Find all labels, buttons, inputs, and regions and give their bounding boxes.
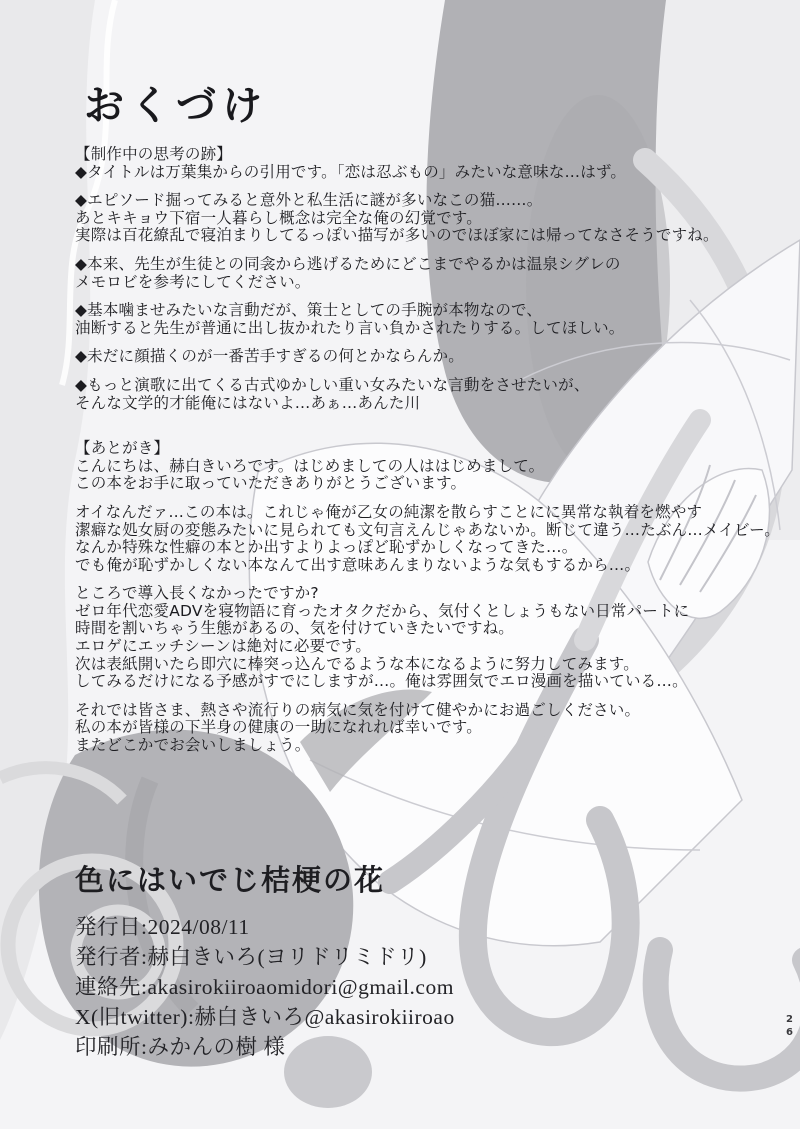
afterword-note	[75, 502, 780, 574]
note-line: こんにちは、赫白きいろです。はじめましての人ははじめまして。	[75, 456, 545, 475]
note-line: でも俺が恥ずかしくない本なんて出す意味あんまりないような気もするから…。	[75, 555, 641, 574]
twitter-handle: X(旧twitter):赫白きいろ@akasirokiiroao	[75, 1005, 455, 1029]
section-heading-afterword	[75, 440, 775, 458]
note-line: なんか特殊な性癖の本とか出すよりよっぽど恥ずかしくなってきた…。	[75, 538, 578, 557]
thoughts-note	[75, 348, 775, 366]
note-line: オイなんだァ…この本は。これじゃ俺が乙女の純潔を散らすことにに異常な執着を燃やす	[75, 502, 703, 521]
note-line: 実際は百花繚乱で寝泊まりしてるっぽい描写が多いのでほぼ家には帰ってなさそうですね。	[75, 226, 719, 245]
note-line: それでは皆さま、熱さや流行りの病気に気を付けて健やかにお過ごしください。	[75, 700, 641, 719]
note-line: メモロビを参考にしてください。	[75, 272, 311, 291]
note-line: ゼロ年代恋愛ADVを寝物語に育ったオタクだから、気付くとしょうもない日常パートに	[75, 601, 690, 620]
colophon	[75, 858, 455, 1062]
note-line: この本をお手に取っていただきありがとうございます。	[75, 474, 467, 493]
publisher: 発行者:赫白きいろ(ヨリドリミドリ)	[75, 945, 427, 969]
note-line: 次は表紙開いたら即穴に棒突っ込んでるような本になるように努力してみます。	[75, 654, 639, 673]
heading-text: 【あとがき】	[75, 439, 170, 458]
book-title: 色にはいでじ桔梗の花	[75, 865, 386, 897]
page-title: おくづけ	[84, 83, 268, 129]
note-line: 潔癖な処女厨の変態みたいに見られても文句言えんじゃあないか。断じて違う…たぶん…メイビー。	[75, 520, 780, 539]
note-line: ◆本来、先生が生徒との同衾から逃げるためにどこまでやるかは温泉シグレの	[75, 254, 621, 273]
thoughts-note	[75, 302, 775, 337]
page-number: 26	[784, 1014, 795, 1040]
note-line: そんな文学的才能俺にはないよ…あぁ…あんた川	[75, 393, 421, 412]
afterword-note	[75, 702, 775, 755]
note-line: ◆エピソード掘ってみると意外と私生活に謎が多いなこの猫……。	[75, 191, 543, 210]
contact-email: 連絡先:akasirokiiroaomidori@gmail.com	[75, 975, 454, 999]
body-text-column	[75, 145, 780, 766]
note-line: 油断すると先生が普通に出し抜かれたり言い負かされたりする。してほしい。	[75, 318, 625, 337]
note-line: ◆未だに顔描くのが一番苦手すぎるの何とかならんか。	[75, 347, 464, 366]
afterword-note	[75, 458, 775, 493]
note-line: してみるだけになる予感がすでにしますが…。俺は雰囲気でエロ漫画を描いている…。	[75, 672, 688, 691]
heading-text: 【制作中の思考の跡】	[75, 145, 233, 163]
publish-date: 発行日:2024/08/11	[75, 915, 250, 939]
printer: 印刷所:みかんの樹 様	[75, 1035, 286, 1059]
thoughts-note	[75, 164, 775, 182]
note-line: またどこかでお会いしましょう。	[75, 736, 311, 755]
note-line: ◆基本噛ませみたいな言動だが、策士としての手腕が本物なので、	[75, 301, 543, 320]
section-heading-thoughts	[75, 146, 775, 164]
afterword-note	[75, 585, 775, 691]
note-line: ◆タイトルは万葉集からの引用です。「恋は忍ぶもの」みたいな意味な…はず。	[75, 162, 627, 181]
note-line: 時間を割いちゃう生態があるの、気を付けていきたいですね。	[75, 619, 514, 638]
note-line: ◆もっと演歌に出てくる古式ゆかしい重い女みたいな言動をさせたいが、	[75, 375, 590, 394]
note-line: ところで導入長くなかったですか?	[75, 584, 319, 603]
thoughts-note	[75, 256, 775, 291]
thoughts-note	[75, 377, 775, 412]
note-line: あとキキョウ下宿一人暮らし概念は完全な俺の幻覚です。	[75, 208, 482, 227]
note-line: エロゲにエッチシーンは絶対に必要です。	[75, 637, 372, 656]
thoughts-note	[75, 192, 775, 245]
note-line: 私の本が皆様の下半身の健康の一助になれれば幸いです。	[75, 718, 482, 737]
